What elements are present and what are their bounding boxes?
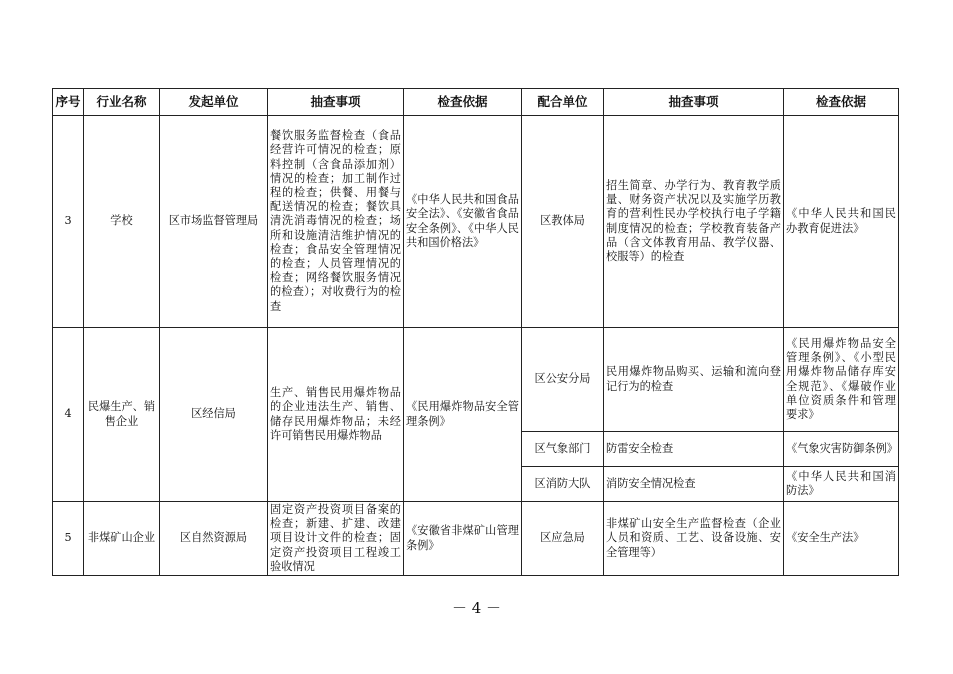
row-initiator: 区自然资源局 bbox=[160, 502, 268, 576]
row-partner-unit: 区教体局 bbox=[522, 116, 604, 328]
row-partner-basis: 《中华人民共和国民办教育促进法》 bbox=[784, 116, 899, 328]
row-initiator: 区市场监督管理局 bbox=[160, 116, 268, 328]
row-basis: 《民用爆炸物品安全管理条例》 bbox=[404, 328, 522, 502]
header-initiator: 发起单位 bbox=[160, 89, 268, 116]
row-partner-basis: 《气象灾害防御条例》 bbox=[784, 432, 899, 467]
row-industry: 学校 bbox=[84, 116, 160, 328]
row-partner-items: 民用爆炸物品购买、运输和流向登记行为的检查 bbox=[604, 328, 784, 432]
row-initiator: 区经信局 bbox=[160, 328, 268, 502]
row-partner-items: 招生简章、办学行为、教育教学质量、财务资产状况以及实施学历教育的营利性民办学校执行电子学籍制度情况的检查；学校教育装备产品（含文体教育用品、教学仪器、校服等）的检查 bbox=[604, 116, 784, 328]
row-partner-items: 防雷安全检查 bbox=[604, 432, 784, 467]
row-partner-basis: 《安全生产法》 bbox=[784, 502, 899, 576]
table-row bbox=[53, 116, 899, 328]
row-items: 固定资产投资项目备案的检查；新建、扩建、改建项目设计文件的检查；固定资产投资项目工程竣工验收情况 bbox=[268, 502, 404, 576]
header-basis: 检查依据 bbox=[404, 89, 522, 116]
row-industry: 民爆生产、销售企业 bbox=[84, 328, 160, 502]
row-basis: 《中华人民共和国食品安全法》、《安徽省食品安全条例》、《中华人民共和国价格法》 bbox=[404, 116, 522, 328]
row-partner-unit: 区气象部门 bbox=[522, 432, 604, 467]
row-partner-unit: 区消防大队 bbox=[522, 467, 604, 502]
header-partner-items: 抽查事项 bbox=[604, 89, 784, 116]
header-no: 序号 bbox=[53, 89, 84, 116]
row-items: 餐饮服务监督检查（食品经营许可情况的检查；原料控制（含食品添加剂）情况的检查；加工制作过程的检查；供餐、用餐与配送情况的检查；餐饮具清洗消毒情况的检查；场所和设施清洁维护情况的检查；食品安全管理情况的检查；人员管理情况的检查；网络餐饮服务情况的检查）；对收费行为的检查 bbox=[268, 116, 404, 328]
row-industry: 非煤矿山企业 bbox=[84, 502, 160, 576]
row-partner-basis: 《民用爆炸物品安全管理条例》、《小型民用爆炸物品储存库安全规范》、《爆破作业单位资质条件和管理要求》 bbox=[784, 328, 899, 432]
row-no: 5 bbox=[53, 502, 84, 576]
header-row bbox=[53, 89, 899, 116]
row-partner-items: 非煤矿山安全生产监督检查（企业人员和资质、工艺、设备设施、安全管理等） bbox=[604, 502, 784, 576]
page-number: － 4 － bbox=[451, 599, 502, 617]
inspection-table bbox=[52, 88, 899, 576]
header-items: 抽查事项 bbox=[268, 89, 404, 116]
row-basis: 《安徽省非煤矿山管理条例》 bbox=[404, 502, 522, 576]
row-no: 3 bbox=[53, 116, 84, 328]
row-partner-basis: 《中华人民共和国消防法》 bbox=[784, 467, 899, 502]
row-partner-items: 消防安全情况检查 bbox=[604, 467, 784, 502]
table-row bbox=[53, 502, 899, 576]
row-items: 生产、销售民用爆炸物品的企业违法生产、销售、储存民用爆炸物品；未经许可销售民用爆炸物品 bbox=[268, 328, 404, 502]
row-partner-unit: 区应急局 bbox=[522, 502, 604, 576]
row-partner-unit: 区公安分局 bbox=[522, 328, 604, 432]
header-partner: 配合单位 bbox=[522, 89, 604, 116]
header-partner-basis: 检查依据 bbox=[784, 89, 899, 116]
table-row bbox=[53, 328, 899, 432]
row-no: 4 bbox=[53, 328, 84, 502]
header-industry: 行业名称 bbox=[84, 89, 160, 116]
